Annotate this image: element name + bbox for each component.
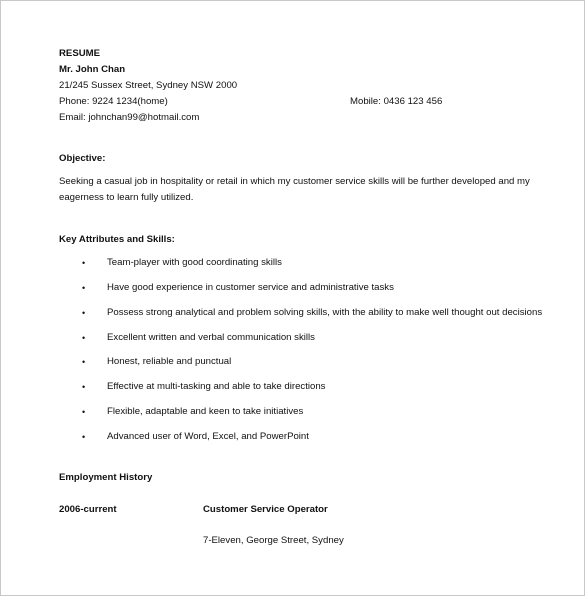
bullet-marker: • [82, 333, 86, 343]
skill-item: Flexible, adaptable and keen to take initiatives [107, 406, 304, 417]
skill-item: Effective at multi-tasking and able to take directions [107, 381, 326, 392]
employment-employer: 7-Eleven, George Street, Sydney [203, 535, 344, 546]
email-line: Email: johnchan99@hotmail.com [59, 112, 200, 123]
address-line: 21/245 Sussex Street, Sydney NSW 2000 [59, 80, 238, 91]
bullet-marker: • [82, 407, 86, 417]
home-phone: Phone: 9224 1234(home) [59, 96, 168, 107]
skill-item: Team-player with good coordinating skills [107, 257, 282, 268]
bullet-marker: • [82, 308, 86, 318]
skill-item: Advanced user of Word, Excel, and PowerPoint [107, 431, 309, 442]
skill-item: Have good experience in customer service and administrative tasks [107, 282, 394, 293]
applicant-name: Mr. John Chan [59, 64, 126, 75]
mobile-phone: Mobile: 0436 123 456 [350, 96, 443, 107]
bullet-marker: • [82, 432, 86, 442]
bullet-marker: • [82, 357, 86, 367]
employment-period: 2006-current [59, 504, 117, 515]
bullet-marker: • [82, 283, 86, 293]
employment-heading: Employment History [59, 472, 153, 483]
skill-item: Possess strong analytical and problem solving skills, with the ability to make well thought out decisions [107, 307, 543, 318]
skill-item: Excellent written and verbal communication skills [107, 332, 315, 343]
skill-item: Honest, reliable and punctual [107, 356, 232, 367]
bullet-marker: • [82, 258, 86, 268]
objective-text-line-1: Seeking a casual job in hospitality or retail in which my customer service skills will be further developed and my [59, 176, 530, 187]
bullet-marker: • [82, 382, 86, 392]
employment-role: Customer Service Operator [203, 504, 328, 515]
objective-text-line-2: eagerness to learn fully utilized. [59, 192, 194, 203]
objective-heading: Objective: [59, 153, 106, 164]
skills-heading: Key Attributes and Skills: [59, 234, 175, 245]
resume-title: RESUME [59, 48, 101, 59]
